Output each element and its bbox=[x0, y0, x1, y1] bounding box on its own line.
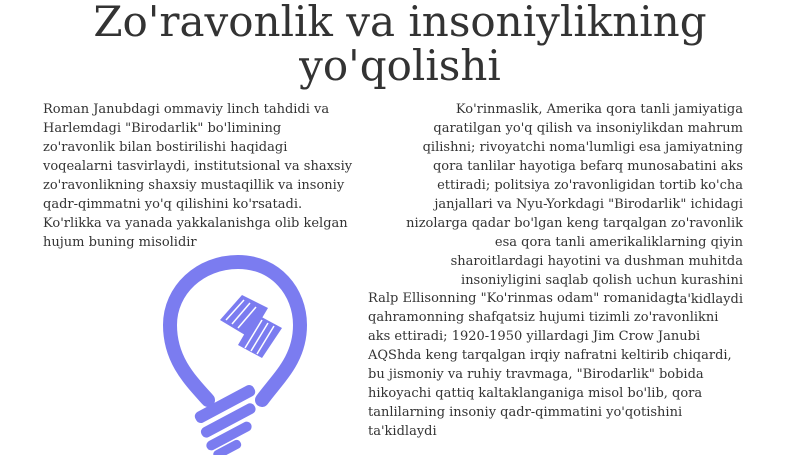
bottom-text-block: Ralp Ellisonning "Ko'rinmas odam" romanidagi qahramonning shafqatsiz hujumi tizimli zo'ravonlikni aks ettiradi; 1920-1950 yillardagi Jim Crow Janubi AQShda keng tarqalgan irqiy nafratni keltirib chiqardi, bu jismoniy va ruhiy travmaga, "Birodarlik" bobida hikoyachi qattiq kaltaklanganiga misol bo'lib, qora tanlilarning insoniy qadr-qimmatini yo'qotishini ta'kidlaydi bbox=[368, 291, 732, 439]
left-text-block: Roman Janubdagi ommaviy linch tahdidi va Harlemdagi "Birodarlik" bo'limining zo'ravonlik bilan bostirilishi haqidagi voqealarni tasvirlaydi, institutsional va shaxsiy zo'ravonlikning shaxsiy mustaqillik va insoniy qadr-qimmatni yo'q qilishini ko'rsatadi. Ko'rlikka va yanada yakkalanishga olib kelgan hujum buning misolidir bbox=[43, 102, 353, 250]
right-text-block: Ko'rinmaslik, Amerika qora tanli jamiyatiga qaratilgan yo'q qilish va insoniylikdan mahrum qilishni; rivoyatchi noma'lumligi esa jamiyatning qora tanlilar hayotiga befarq munosabatini aks ettiradi; politsiya zo'ravonligidan tortib ko'cha janjallari va Nyu-Yorkdagi "Birodarlik" ichidagi nizolarga qadar bo'lgan keng tarqalgan zo'ravonlik esa qora tanli amerikaliklarning qiyin sharoitlardagi hayotini va dushman muhitda insoniyligini saqlab qolish uchun kurashini ta'kidlaydi bbox=[406, 102, 743, 307]
lightbulb-book-icon bbox=[150, 250, 315, 455]
slide-title: Zo'ravonlik va insoniylikning yo'qolishi bbox=[93, 0, 707, 90]
